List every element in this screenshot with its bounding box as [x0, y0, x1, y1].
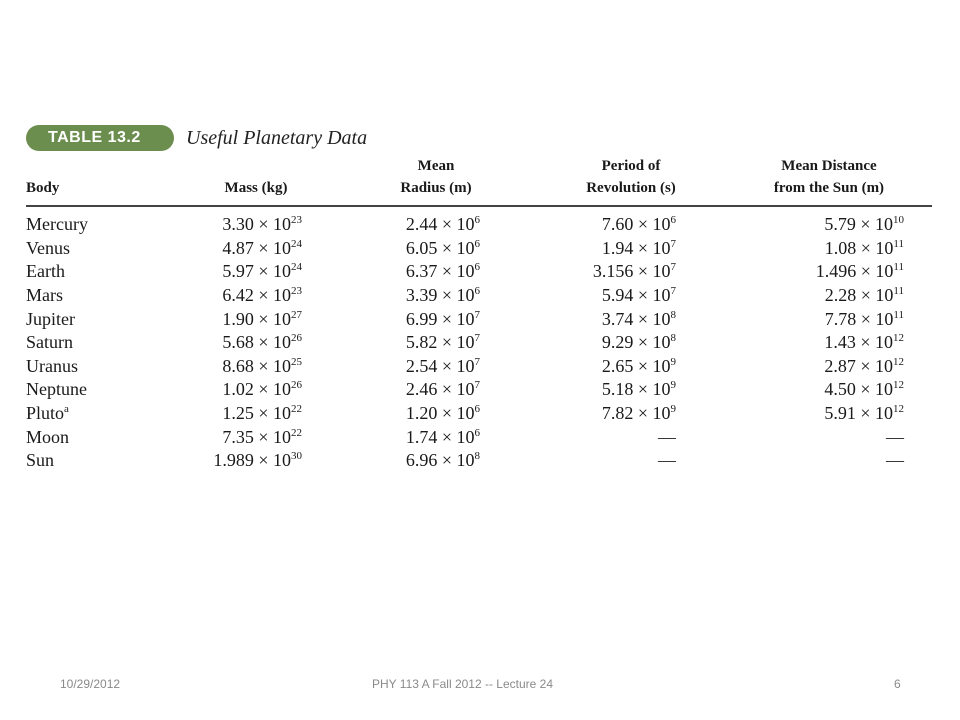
header-radius: Mean Radius (m) [336, 155, 536, 206]
cell-distance: $2.28 \times 10^{11}$ [824, 285, 904, 306]
cell-radius: $6.96 \times 10^8$ [405, 450, 480, 471]
table-row [26, 331, 932, 355]
cell-radius: $6.99 \times 10^7$ [405, 308, 480, 329]
footer-date: 10/29/2012 [60, 677, 121, 691]
cell-distance: $5.79 \times 10^{10}$ [824, 214, 904, 235]
cell-radius: $2.54 \times 10^7$ [405, 355, 480, 376]
cell-period: — [658, 426, 676, 447]
cell-mass: $1.02 \times 10^{26}$ [222, 379, 302, 400]
cell-period: $2.65 \times 10^9$ [601, 355, 676, 376]
header-distance: Mean Distance from the Sun (m) [726, 155, 932, 206]
planetary-data-table [26, 124, 934, 473]
cell-mass: $1.25 \times 10^{22}$ [222, 403, 302, 424]
cell-body: Earth [26, 261, 65, 282]
header-period: Period of Revolution (s) [536, 155, 726, 206]
data-table [26, 155, 932, 473]
cell-period: $5.18 \times 10^9$ [601, 379, 676, 400]
footer-course-title: PHY 113 A Fall 2012 -- Lecture 24 [372, 677, 554, 691]
cell-period: $1.94 \times 10^7$ [601, 237, 676, 258]
cell-distance: — [886, 450, 904, 471]
cell-mass: $4.87 \times 10^{24}$ [222, 237, 302, 258]
cell-body: Moon [26, 426, 70, 447]
header-mass: Mass (kg) [176, 155, 336, 206]
cell-radius: $2.46 \times 10^7$ [405, 379, 480, 400]
table-title: Useful Planetary Data [186, 126, 368, 149]
slide-footer [0, 677, 960, 697]
header-row [26, 155, 932, 206]
cell-distance: $2.87 \times 10^{12}$ [824, 355, 904, 376]
table-row [26, 260, 932, 284]
cell-body: Neptune [26, 379, 87, 400]
cell-radius: $5.82 \times 10^7$ [405, 332, 480, 353]
cell-body: Pluto$^a$ [26, 403, 69, 424]
cell-distance: $1.43 \times 10^{12}$ [824, 332, 904, 353]
cell-mass: $3.30 \times 10^{23}$ [222, 214, 302, 235]
cell-period: $9.29 \times 10^8$ [601, 332, 676, 353]
cell-period: $7.60 \times 10^6$ [601, 214, 676, 235]
table-header [26, 124, 934, 152]
table-row [26, 307, 932, 331]
cell-mass: $7.35 \times 10^{22}$ [222, 426, 302, 447]
cell-mass: $1.90 \times 10^{27}$ [222, 308, 302, 329]
cell-mass: $1.989 \times 10^{30}$ [213, 450, 302, 471]
cell-distance: $1.496 \times 10^{11}$ [815, 261, 904, 282]
cell-distance: $4.50 \times 10^{12}$ [824, 379, 904, 400]
cell-mass: $6.42 \times 10^{23}$ [222, 285, 302, 306]
header-body: Body [26, 155, 176, 206]
cell-body: Saturn [26, 332, 73, 353]
table-row [26, 449, 932, 473]
cell-body: Venus [26, 237, 70, 258]
cell-period: $3.74 \times 10^8$ [601, 308, 676, 329]
table-row [26, 402, 932, 426]
cell-mass: $8.68 \times 10^{25}$ [222, 355, 302, 376]
cell-body: Mercury [26, 214, 88, 235]
table-number-badge: TABLE 13.2 [26, 125, 174, 151]
cell-mass: $5.97 \times 10^{24}$ [222, 261, 302, 282]
cell-distance: $5.91 \times 10^{12}$ [824, 403, 904, 424]
table-row [26, 237, 932, 261]
cell-radius: $3.39 \times 10^6$ [405, 285, 480, 306]
table-row [26, 425, 932, 449]
cell-period: $5.94 \times 10^7$ [601, 285, 676, 306]
cell-body: Jupiter [26, 308, 75, 329]
cell-radius: $1.74 \times 10^6$ [405, 426, 480, 447]
cell-body: Mars [26, 285, 63, 306]
table-row [26, 378, 932, 402]
cell-distance: $7.78 \times 10^{11}$ [824, 308, 904, 329]
cell-period: — [658, 450, 676, 471]
cell-body: Uranus [26, 355, 78, 376]
cell-radius: $6.05 \times 10^6$ [405, 237, 480, 258]
cell-radius: $2.44 \times 10^6$ [405, 214, 480, 235]
table-row [26, 284, 932, 308]
cell-radius: $1.20 \times 10^6$ [405, 403, 480, 424]
footer-page-number: 6 [894, 677, 901, 691]
cell-period: $3.156 \times 10^7$ [592, 261, 676, 282]
cell-distance: — [886, 426, 904, 447]
cell-period: $7.82 \times 10^9$ [601, 403, 676, 424]
cell-distance: $1.08 \times 10^{11}$ [824, 237, 904, 258]
cell-radius: $6.37 \times 10^6$ [405, 261, 480, 282]
table-row [26, 355, 932, 379]
cell-body: Sun [26, 450, 55, 471]
table-body [26, 206, 932, 473]
table-row [26, 206, 932, 237]
cell-mass: $5.68 \times 10^{26}$ [222, 332, 302, 353]
